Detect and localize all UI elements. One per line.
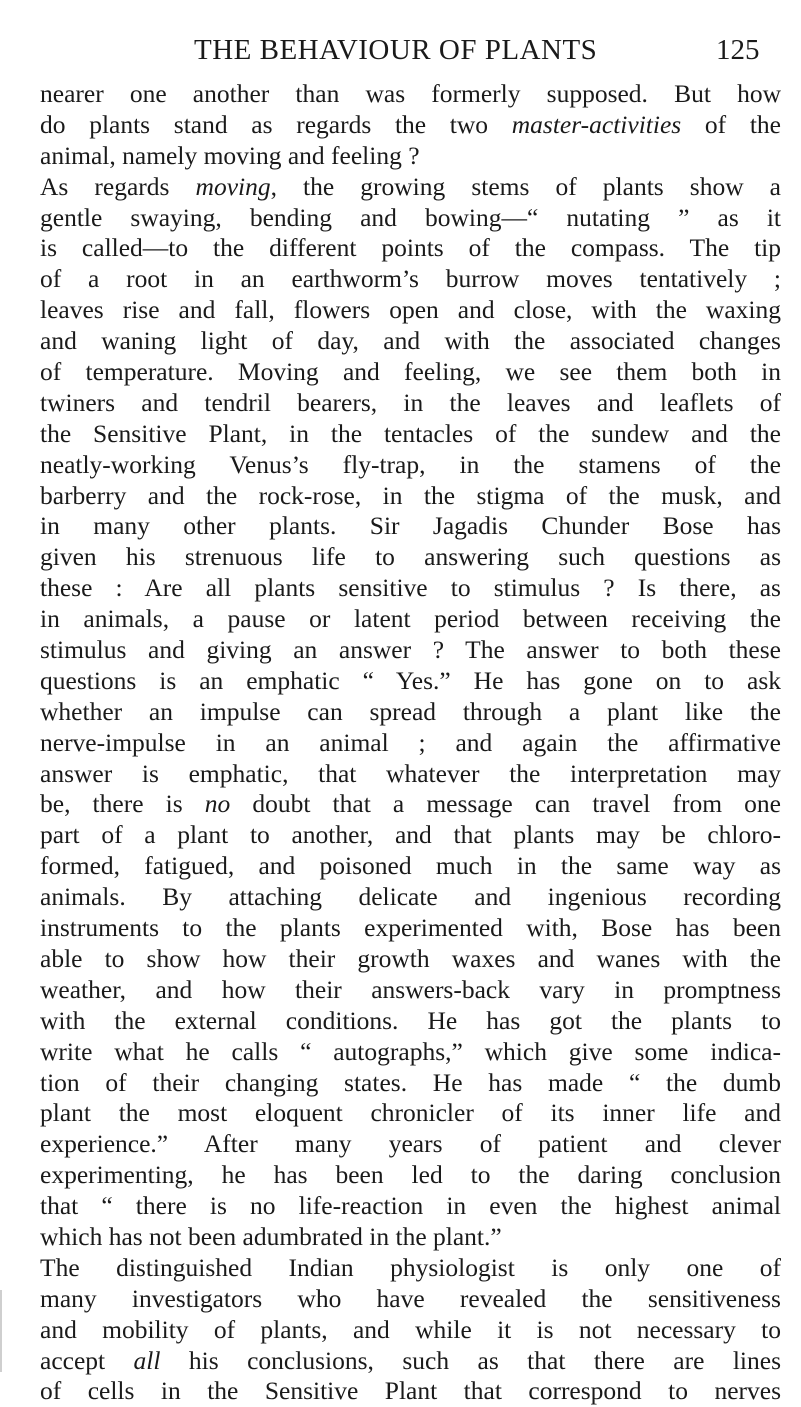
text-line: the Sensitive Plant, in the tentacles of the sundew and the <box>40 418 781 448</box>
text-line: of temperature. Moving and feeling, we see them both in <box>40 357 781 387</box>
text-line: and mobility of plants, and while it is not necessary to <box>40 1314 781 1344</box>
text-line: formed, fatigued, and poisoned much in the same way as <box>40 851 781 881</box>
italic-word: moving <box>195 171 271 201</box>
text-line: twiners and tendril bearers, in the leaves and leaflets of <box>40 387 781 417</box>
text-line: be, there is no doubt that a message can travel from one <box>40 789 781 819</box>
body-text <box>40 79 781 1407</box>
page-number: 125 <box>716 34 760 66</box>
text-line: questions is an emphatic “ Yes.” He has gone on to ask <box>40 665 781 695</box>
text-line: gentle swaying, bending and bowing—“ nutating ” as it <box>40 202 781 232</box>
text-line: do plants stand as regards the two master-activities of the <box>40 109 781 139</box>
text-line: with the external conditions. He has got the plants to <box>40 1005 781 1035</box>
running-head <box>0 34 801 74</box>
text-line: answer is emphatic, that whatever the interpretation may <box>40 758 781 788</box>
italic-word: no <box>204 789 231 819</box>
text-line: these : Are all plants sensitive to stimulus ? Is there, as <box>40 573 781 603</box>
text-line: animals. By attaching delicate and ingenious recording <box>40 882 781 912</box>
text-line: plant the most eloquent chronicler of its inner life and <box>40 1098 781 1128</box>
text-line: of a root in an earthworm’s burrow moves tentatively ; <box>40 264 781 294</box>
italic-word: all <box>133 1345 161 1375</box>
text-line: The distinguished Indian physiologist is only one of <box>40 1252 781 1282</box>
text-line: accept all his conclusions, such as that there are lines <box>40 1345 781 1375</box>
text-line: experimenting, he has been led to the daring conclusion <box>40 1160 781 1190</box>
margin-rule <box>0 1290 2 1372</box>
text-line: nerve-impulse in an animal ; and again the affirmative <box>40 727 781 757</box>
text-line: neatly-working Venus’s fly-trap, in the stamens of the <box>40 449 781 479</box>
text-line: experience.” After many years of patient and clever <box>40 1129 781 1159</box>
text-line: animal, namely moving and feeling ? <box>40 140 420 170</box>
text-line: able to show how their growth waxes and wanes with the <box>40 943 781 973</box>
text-line: which has not been adumbrated in the plant.” <box>40 1221 502 1251</box>
text-line: tion of their changing states. He has made “ the dumb <box>40 1067 781 1097</box>
running-title: THE BEHAVIOUR OF PLANTS <box>194 34 598 66</box>
text-line: and waning light of day, and with the associated changes <box>40 326 781 356</box>
text-line: that “ there is no life-reaction in even the highest animal <box>40 1191 781 1221</box>
text-line: As regards moving, the growing stems of plants show a <box>40 171 781 201</box>
text-line: write what he calls “ autographs,” which give some indica- <box>40 1036 781 1066</box>
text-line: given his strenuous life to answering such questions as <box>40 542 781 572</box>
text-line: stimulus and giving an answer ? The answer to both these <box>40 635 781 665</box>
text-line: is called—to the different points of the compass. The tip <box>40 233 781 263</box>
text-line: part of a plant to another, and that plants may be chloro- <box>40 820 781 850</box>
text-line: whether an impulse can spread through a plant like the <box>40 696 781 726</box>
text-line: in animals, a pause or latent period between receiving the <box>40 604 781 634</box>
italic-word: master-activities <box>511 109 682 139</box>
text-line: many investigators who have revealed the sensitiveness <box>40 1283 781 1313</box>
text-line: leaves rise and fall, flowers open and close, with the waxing <box>40 295 781 325</box>
text-line: barberry and the rock-rose, in the stigma of the musk, and <box>40 480 781 510</box>
text-line: in many other plants. Sir Jagadis Chunder Bose has <box>40 511 781 541</box>
text-line: of cells in the Sensitive Plant that correspond to nerves <box>40 1376 781 1406</box>
text-line: instruments to the plants experimented with, Bose has been <box>40 913 781 943</box>
text-line: weather, and how their answers-back vary in promptness <box>40 974 781 1004</box>
text-line: nearer one another than was formerly supposed. But how <box>40 79 781 108</box>
